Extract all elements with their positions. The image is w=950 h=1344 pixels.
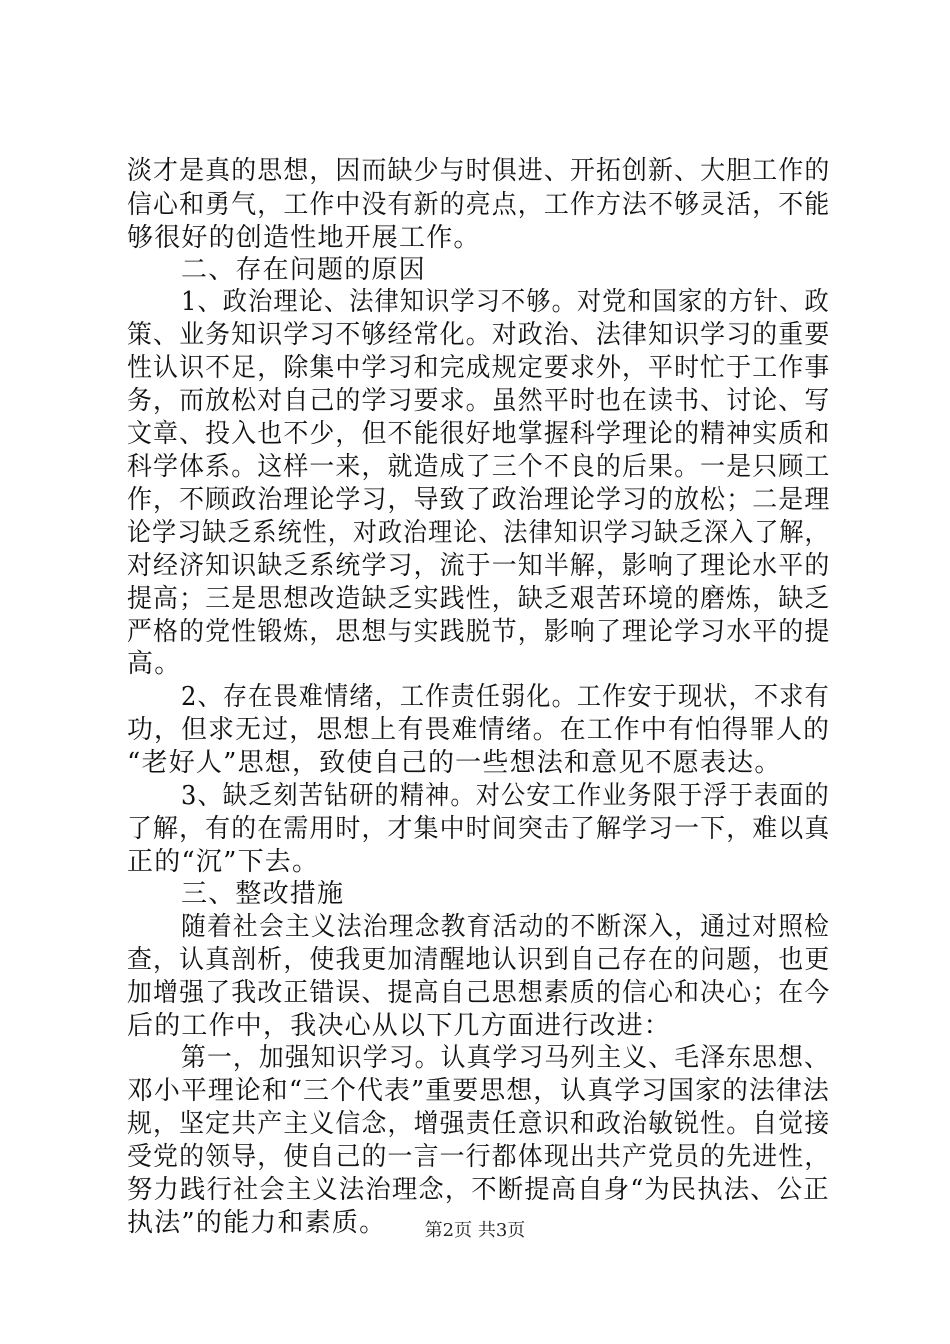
text-line: 查，认真剖析，使我更加清醒地认识到自己存在的问题，也更 [127,945,831,975]
text-line: 后的工作中，我决心从以下几方面进行改进： [127,1011,672,1041]
text-line: 信心和勇气，工作中没有新的亮点，工作方法不够灵活，不能 [127,190,831,220]
text-line: 第一，加强知识学习。认真学习马列主义、毛泽东思想、 [181,1043,831,1073]
text-line: 提高；三是思想改造缺乏实践性，缺乏艰苦环境的磨炼，缺乏 [127,584,831,614]
text-line: 策、业务知识学习不够经常化。对政治、法律知识学习的重要 [127,320,831,350]
text-line: 努力践行社会主义法治理念，不断提高自身“为民执法、公正 [127,1175,830,1205]
text-line: 严格的党性锻炼，思想与实践脱节，影响了理论学习水平的提 [127,617,831,647]
text-line: 作，不顾政治理论学习，导致了政治理论学习的放松；二是理 [127,485,831,515]
text-line: “老好人”思想，致使自己的一些想法和意见不愿表达。 [127,748,782,778]
text-line: 了解，有的在需用时，才集中时间突击了解学习一下，难以真 [127,814,831,844]
text-line: 三、整改措施 [181,879,345,909]
text-line: 高。 [127,649,182,679]
text-line: 随着社会主义法治理念教育活动的不断深入，通过对照检 [181,912,831,942]
text-line: 3、缺乏刻苦钻研的精神。对公安工作业务限于浮于表面的 [181,781,830,811]
text-line: 淡才是真的思想，因而缺少与时俱进、开拓创新、大胆工作的 [127,156,831,186]
page-footer: 第2页 共3页 [424,1220,526,1241]
text-line: 功，但求无过，思想上有畏难情绪。在工作中有怕得罪人的 [127,715,831,745]
text-line: 加增强了我改正错误、提高自己思想素质的信心和决心；在今 [127,978,831,1008]
text-line: 受党的领导，使自己的一言一行都体现出共产党员的先进性， [127,1142,831,1172]
text-line: 规，坚定共产主义信念，增强责任意识和政治敏锐性。自觉接 [127,1109,831,1139]
text-line: 文章、投入也不少，但不能很好地掌握科学理论的精神实质和 [127,419,831,449]
text-line: 性认识不足，除集中学习和完成规定要求外，平时忙于工作事 [127,353,831,383]
text-line: 够很好的创造性地开展工作。 [127,223,481,253]
text-line: 务，而放松对自己的学习要求。虽然平时也在读书、讨论、写 [127,386,831,416]
text-line: 邓小平理论和“三个代表”重要思想，认真学习国家的法律法 [127,1076,830,1106]
text-line: 执法”的能力和素质。 [127,1208,387,1238]
text-line: 2、存在畏难情绪，工作责任弱化。工作安于现状，不求有 [181,682,830,712]
text-line: 论学习缺乏系统性，对政治理论、法律知识学习缺乏深入了解， [127,518,830,548]
text-line: 科学体系。这样一来，就造成了三个不良的后果。一是只顾工 [127,452,831,482]
text-line: 二、存在问题的原因 [181,255,426,285]
text-line: 1、政治理论、法律知识学习不够。对党和国家的方针、政 [181,287,830,317]
text-line: 对经济知识缺乏系统学习，流于一知半解，影响了理论水平的 [127,551,831,581]
text-line: 正的“沉”下去。 [127,847,320,877]
